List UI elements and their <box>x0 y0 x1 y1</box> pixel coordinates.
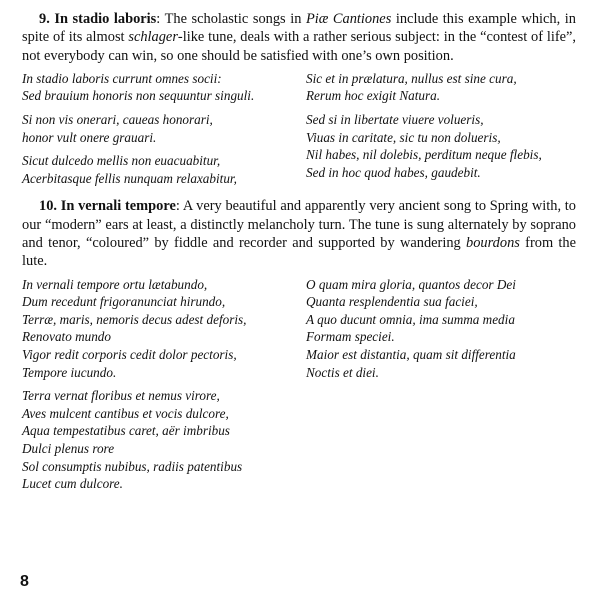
verse-line: Aqua tempestatibus caret, aër imbribus <box>22 423 230 439</box>
verses-right-column <box>300 276 576 493</box>
verse-line: Sicut dulcedo mellis non euacuabitur, <box>22 153 221 169</box>
description-run: from the lute. <box>22 235 577 270</box>
verses <box>22 70 576 188</box>
song-number: 10. <box>39 198 57 215</box>
verse-line: Si non vis onerari, caueas honorari, <box>22 112 213 128</box>
verse-line: Dulci plenus rore <box>22 440 115 456</box>
verse-stanza <box>22 276 297 382</box>
verse-line: Sed in hoc quod habes, gaudebit. <box>306 164 481 180</box>
song-section-in-vernali-tempore <box>22 197 576 492</box>
italic-term: bourdons <box>466 235 520 252</box>
verse-line: Nil habes, nil dolebis, perditum neque flebis, <box>306 147 542 163</box>
verse-line: Terra vernat floribus et nemus virore, <box>22 388 220 404</box>
verses-right-column <box>300 70 576 188</box>
verse-stanza <box>22 152 297 187</box>
verse-line: Renovato mundo <box>22 329 111 345</box>
song-number: 9. <box>39 11 50 27</box>
description-run: -like tune, deals with a rather serious subject: in the “contest of life”, not everybody can win, so one should be satisfied with one’s own position. <box>22 29 577 64</box>
verse-line: Aves mulcent cantibus et vocis dulcore, <box>22 405 229 421</box>
verse-line: Quanta resplendentia sua faciei, <box>306 294 478 310</box>
verse-line: In vernali tempore ortu lætabundo, <box>22 276 208 292</box>
song-title: In vernali tempore <box>60 198 176 215</box>
verse-line: Acerbitasque fellis nunquam relaxabitur, <box>22 170 237 186</box>
verse-line: Vigor redit corporis cedit dolor pectoris, <box>22 347 237 363</box>
verse-line: Sol consumptis nubibus, radiis patentibus <box>22 458 243 474</box>
verse-stanza <box>22 70 297 105</box>
verses-left-column <box>22 276 297 493</box>
verse-line: Terræ, maris, nemoris decus adest deforis, <box>22 311 247 327</box>
verse-line: Tempore iucundo. <box>22 364 117 380</box>
verse-line: Noctis et diei. <box>306 364 379 380</box>
document-page <box>22 10 576 493</box>
verse-line: Rerum hoc exigit Natura. <box>306 88 441 104</box>
italic-term: Piæ Cantiones <box>305 11 392 27</box>
song-section-in-stadio-laboris <box>22 10 576 187</box>
verse-line: O quam mira gloria, quantos decor Dei <box>306 276 516 292</box>
verse-line: Lucet cum dulcore. <box>22 476 123 492</box>
song-description <box>22 10 576 65</box>
verse-stanza <box>306 70 576 105</box>
song-title: In stadio laboris <box>54 11 157 27</box>
verse-line: Maior est distantia, quam sit differentia <box>306 347 516 363</box>
verse-stanza <box>306 111 576 181</box>
page-number: 8 <box>20 573 29 590</box>
verse-line: A quo ducunt omnia, ima summa media <box>306 311 515 327</box>
verse-stanza <box>306 276 576 382</box>
verses-left-column <box>22 70 297 188</box>
description-run: include this example which, in spite of its almost <box>22 11 576 46</box>
description-run: : The scholastic songs in <box>156 11 306 27</box>
verse-line: Sed brauium honoris non sequuntur singuli. <box>22 88 255 104</box>
verse-line: Formam speciei. <box>306 329 395 345</box>
verse-stanza <box>22 111 297 146</box>
verse-line: In stadio laboris currunt omnes socii: <box>22 70 222 86</box>
verse-line: Sic et in prælatura, nullus est sine cura, <box>306 70 517 86</box>
verse-line: Sed si in libertate viuere volueris, <box>306 112 484 128</box>
verses <box>22 276 576 493</box>
verse-line: Dum recedunt frigoranunciat hirundo, <box>22 294 226 310</box>
verse-line: Viuas in caritate, sic tu non dolueris, <box>306 129 501 145</box>
verse-line: honor vult onere grauari. <box>22 129 157 145</box>
italic-term: schlager <box>128 29 178 46</box>
song-description <box>22 197 576 270</box>
description-run: : A very beautiful and apparently very ancient song to Spring with, to our “modern” ears at least, a distinctly melancholy turn. The tune is sung alternately by soprano and tenor, “coloured” by fiddle and recorder and supported by wandering <box>22 198 576 252</box>
verse-stanza <box>22 387 297 493</box>
